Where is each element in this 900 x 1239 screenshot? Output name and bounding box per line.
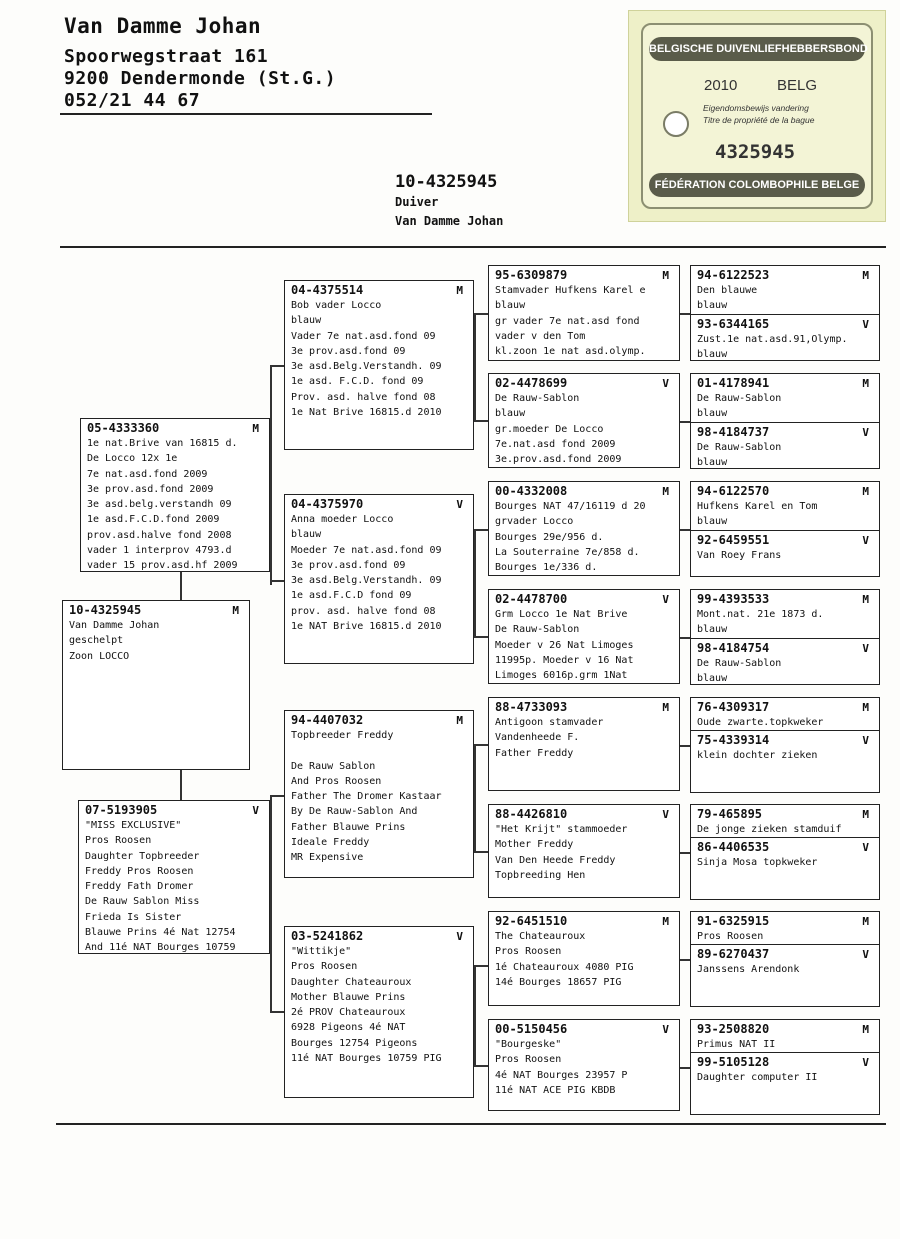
pigeon-info-line: blauw [291,529,322,541]
sex-marker: M [662,915,669,928]
subject-box [62,600,250,770]
connector-line [474,529,488,531]
ring-number: 03-5241862 [291,929,364,943]
pigeon-info-line: 3e asd.Belg.Verstandh. 09 [291,575,442,587]
ancestor-pair-box [690,373,880,469]
pedigree-bottom-rule [56,1123,886,1125]
connector-line [680,313,690,315]
pigeon-info-line: Daughter computer II [697,1072,818,1084]
pigeon-info-line: 2é PROV Chateauroux [291,1007,406,1019]
pigeon-info-line: 1é Chateauroux 4080 PIG [495,961,634,973]
certificate-ring-number: 4325945 [715,141,796,163]
ring-number: 94-6122523 [697,268,770,282]
pigeon-info-line: "MISS EXCLUSIVE" [85,820,182,831]
ring-number: 02-4478700 [495,592,568,606]
pigeon-info-line: 1e asd.F.C.D fond 09 [291,590,412,602]
connector-line [474,313,488,315]
pigeon-info-line: prov. asd. halve fond 08 [291,605,436,617]
sex-marker: M [662,701,669,714]
sex-marker: M [232,604,239,617]
pigeon-info-line: 3e.prov.asd.fond 2009 [495,454,622,466]
ancestor-pigeon [691,912,879,944]
pigeon-info-line: 1e asd. F.C.D. fond 09 [291,376,424,388]
pigeon-info-line: blauw [291,315,322,327]
ancestor-pigeon [691,530,879,563]
connector-line [474,1065,488,1067]
ownership-certificate [628,10,886,222]
pigeon-info-line [291,743,469,758]
certificate-country: BELG [777,77,818,94]
pigeon-info-line: 11é NAT ACE PIG KBDB [495,1084,616,1096]
pigeon-info-line: De Rauw-Sablon [495,624,580,636]
pigeon-info-line: Pros Roosen [291,961,358,973]
pigeon-info-line: 6928 Pigeons 4é NAT [291,1022,406,1034]
great-grandparent-pigeon [489,482,679,575]
sex-marker: V [862,1056,869,1070]
ring-number: 05-4333360 [87,421,160,435]
pigeon-info-line: And Pros Roosen [291,775,382,787]
pigeon-info-line: Janssens Arendonk [697,964,800,976]
pigeon-info-line: Prov. asd. halve fond 08 [291,391,436,403]
pigeon-info-line: vader 15 prov.asd.hf 2009 [87,560,238,572]
pigeon-info-line: Father Blauwe Prins [291,821,406,833]
pedigree-owner: Van Damme Johan [395,214,504,228]
sex-marker: V [662,1023,669,1036]
sex-marker: M [862,808,869,821]
connector-line [270,795,272,1012]
ring-number: 91-6325915 [697,914,770,928]
pigeon-info-line: Zust.1e nat.asd.91,Olymp. [697,333,848,345]
pigeon-info-line: Vandenheede F. [495,732,580,744]
ancestor-pigeon [691,837,879,870]
pigeon-info-line: Stamvader Hufkens Karel e [495,285,646,296]
grandparent-box [284,710,474,878]
pigeon-info-line: De Rauw-Sablon [697,393,782,404]
certificate-subtitle-fr: Titre de propriété de la bague [703,115,815,125]
pigeon-info-line: vader v den Tom [495,330,586,342]
connector-line [474,851,488,853]
owner-street: Spoorwegstraat 161 [64,46,269,67]
sire-pigeon [81,419,269,572]
pigeon-info-line: kl.zoon 1e nat asd.olymp. [495,346,646,358]
owner-phone: 052/21 44 67 [64,90,201,111]
pigeon-info-line: Den blauwe [697,285,758,296]
connector-line [680,745,690,747]
grandparent-box [284,280,474,450]
pigeon-info-line: "Het Krijt" stammoeder [495,824,628,835]
pedigree-top-rule [60,246,886,248]
sex-marker: V [862,425,869,439]
ring-number: 92-6459551 [697,532,770,547]
pigeon-info-line: De Rauw-Sablon [697,657,782,669]
pigeon-info-line: prov.asd.halve fond 2008 [87,529,232,541]
pigeon-info-line: Blauwe Prins 4é Nat 12754 [85,927,236,939]
connector-line [680,1067,690,1069]
dam-pigeon [79,801,269,954]
pigeon-info-line: Mont.nat. 21e 1873 d. [697,609,824,620]
great-grandparent-box [488,373,680,468]
pigeon-info-line: Bourges 29e/956 d. [495,531,604,543]
pigeon-info-line: blauw [495,300,526,312]
ancestor-pigeon [691,482,879,530]
pigeon-info-line: Anna moeder Locco [291,514,394,525]
great-grandparent-pigeon [489,1020,679,1098]
ring-number: 93-2508820 [697,1022,770,1036]
pigeon-info-line: blauw [697,672,728,684]
sex-marker: M [862,915,869,928]
pigeon-info-line: La Souterraine 7e/858 d. [495,546,640,558]
connector-line [474,965,488,967]
grandparent-pigeon [285,495,473,634]
pigeon-info-line: Daughter Chateauroux [291,976,412,988]
pigeon-info-line: grvader Locco [495,516,574,528]
pigeon-info-line: Bourges 12754 Pigeons [291,1037,418,1049]
sex-marker: V [252,804,259,817]
connector-line [474,313,476,420]
sex-marker: V [456,498,463,511]
great-grandparent-box [488,911,680,1006]
pigeon-info-line: Bourges NAT 47/16119 d 20 [495,501,646,512]
pigeon-info-line: vader 1 interprov 4793.d [87,545,232,557]
pigeon-info-line: And 11é NAT Bourges 10759 [85,942,236,954]
pigeon-info-line: De jonge zieken stamduif [697,824,842,835]
ring-number: 99-5105128 [697,1055,770,1070]
pigeon-info-line: blauw [697,300,728,312]
sex-marker: M [862,701,869,714]
pigeon-info-line: Mother Blauwe Prins [291,991,406,1003]
ancestor-pair-box [690,481,880,577]
ancestor-pigeon [691,266,879,314]
great-grandparent-box [488,589,680,684]
sex-marker: V [662,593,669,606]
ring-number: 75-4339314 [697,733,770,748]
pigeon-info-line: klein dochter zieken [697,750,818,762]
pigeon-info-line: The Chateauroux [495,931,586,942]
header-underline [60,113,432,115]
grandparent-box [284,494,474,664]
ring-number: 89-6270437 [697,947,770,962]
pigeon-info-line: Pros Roosen [495,946,562,958]
sex-marker: M [662,269,669,282]
certificate-year: 2010 [704,77,738,94]
connector-line [680,421,690,423]
grandparent-pigeon [285,711,473,866]
sex-marker: V [862,948,869,962]
connector-line [474,420,488,422]
pigeon-info-line: Mother Freddy [495,839,574,851]
certificate-bottom-band: FÉDÉRATION COLOMBOPHILE BELGE [649,173,865,197]
sex-marker: M [862,1023,869,1036]
great-grandparent-pigeon [489,266,679,359]
sex-marker: M [862,485,869,498]
pigeon-info-line: blauw [697,456,728,468]
pigeon-info-line: blauw [697,516,728,528]
pigeon-info-line: De Rauw Sablon Miss [85,896,200,908]
pigeon-info-line: blauw [697,624,728,636]
subject-pigeon [63,601,249,664]
sex-marker: V [862,841,869,855]
pigeon-info-line: "Wittikje" [291,946,352,957]
pigeon-info-line: 14é Bourges 18657 PIG [495,976,622,988]
pigeon-info-line: 4é NAT Bourges 23957 P [495,1069,628,1081]
pigeon-info-line: Freddy Pros Roosen [85,865,194,877]
pigeon-info-line: 3e asd.belg.verstandh 09 [87,499,232,511]
sex-marker: M [862,377,869,390]
pigeon-info-line: Primus NAT II [697,1039,776,1050]
pigeon-info-line: blauw [495,408,526,420]
ring-number: 10-4325945 [69,603,142,617]
pedigree-ring: 10-4325945 [395,172,498,192]
connector-line [474,744,488,746]
pigeon-info-line: Van Den Heede Freddy [495,854,616,866]
connector-line [180,572,182,600]
ring-number: 86-4406535 [697,840,770,855]
pigeon-info-line: Grm Locco 1e Nat Brive [495,609,628,620]
great-grandparent-box [488,804,680,898]
ancestor-pair-box [690,1019,880,1115]
connector-line [680,637,690,639]
pigeon-info-line: Pros Roosen [697,931,764,942]
ancestor-pair-box [690,589,880,685]
pigeon-info-line: Van Damme Johan [69,620,160,631]
grandparent-box [284,926,474,1098]
pigeon-info-line: gr vader 7e nat.asd fond [495,315,640,327]
pigeon-info-line: 3e prov.asd.fond 09 [291,345,406,357]
pigeon-info-line: De Rauw-Sablon [697,441,782,453]
pigeon-info-line: Pros Roosen [85,835,152,847]
connector-line [270,795,284,797]
sex-marker: V [456,930,463,943]
certificate-ring-hole-icon [663,111,689,137]
pigeon-info-line: Moeder 7e nat.asd.fond 09 [291,544,442,556]
pigeon-info-line: 1e asd.F.C.D.fond 2009 [87,514,220,526]
pigeon-info-line: De Rauw-Sablon [495,393,580,404]
certificate-subtitle-nl: Eigendomsbewijs vandering [703,103,809,113]
ring-number: 98-4184754 [697,640,770,655]
pigeon-info-line: Moeder v 26 Nat Limoges [495,639,634,651]
sex-marker: M [862,593,869,606]
sire-box [80,418,270,572]
ring-number: 88-4733093 [495,700,568,714]
pigeon-info-line: 3e prov.asd.fond 2009 [87,483,214,495]
pigeon-info-line: blauw [697,348,728,360]
ancestor-pair-box [690,911,880,1007]
pigeon-info-line: Freddy Fath Dromer [85,881,194,893]
pigeon-info-line: Pros Roosen [495,1054,562,1066]
pigeon-info-line: Van Roey Frans [697,549,782,561]
connector-line [680,529,690,531]
pigeon-info-line: 11995p. Moeder v 16 Nat [495,654,634,666]
pigeon-info-line: Antigoon stamvader [495,717,604,728]
pigeon-info-line: Sinja Mosa topkweker [697,857,818,869]
pigeon-info-line: Vader 7e nat.asd.fond 09 [291,330,436,342]
ring-number: 98-4184737 [697,424,770,439]
sex-marker: M [456,714,463,727]
pigeon-info-line: Limoges 6016p.grm 1Nat [495,670,628,682]
connector-line [180,770,182,800]
pigeon-info-line: Father The Dromer Kastaar [291,791,442,803]
pedigree-type: Duiver [395,195,439,209]
connector-line [680,852,690,854]
pigeon-info-line: 3e asd.Belg.Verstandh. 09 [291,361,442,373]
pigeon-info-line: gr.moeder De Locco [495,423,604,435]
ancestor-pair-box [690,265,880,361]
pigeon-info-line: 7e.nat.asd fond 2009 [495,438,616,450]
great-grandparent-box [488,265,680,361]
pigeon-info-line: Bourges 1e/336 d. [495,562,598,574]
sex-marker: V [862,317,869,331]
sex-marker: M [662,485,669,498]
great-grandparent-pigeon [489,912,679,990]
great-grandparent-pigeon [489,374,679,467]
ancestor-pigeon [691,698,879,730]
great-grandparent-pigeon [489,698,679,761]
ring-number: 94-4407032 [291,713,364,727]
sex-marker: M [252,422,259,435]
pigeon-info-line: Topbreeder Freddy [291,730,394,741]
ancestor-pigeon [691,1052,879,1085]
pigeon-info-line: Frieda Is Sister [85,911,182,923]
ring-number: 95-6309879 [495,268,568,282]
ancestor-pair-box [690,804,880,900]
ancestor-pigeon [691,638,879,685]
ring-number: 94-6122570 [697,484,770,498]
ring-number: 79-465895 [697,807,763,821]
ancestor-pigeon [691,944,879,977]
great-grandparent-box [488,1019,680,1111]
pigeon-info-line: 3e prov.asd.fond 09 [291,559,406,571]
great-grandparent-pigeon [489,590,679,683]
connector-line [474,529,476,636]
pigeon-info-line: 7e nat.asd.fond 2009 [87,468,208,480]
pigeon-info-line: De Rauw Sablon [291,760,376,772]
pigeon-info-line: De Locco 12x 1e [87,453,178,465]
sex-marker: M [456,284,463,297]
pigeon-info-line: Topbreeding Hen [495,869,586,881]
owner-name: Van Damme Johan [64,14,262,38]
pigeon-info-line: Hufkens Karel en Tom [697,501,818,512]
ring-number: 07-5193905 [85,803,158,817]
sex-marker: V [862,533,869,547]
connector-line [270,1011,284,1013]
connector-line [680,959,690,961]
connector-line [474,965,476,1065]
great-grandparent-box [488,481,680,576]
pigeon-info-line: 1e Nat Brive 16815.d 2010 [291,407,442,419]
sex-marker: V [662,808,669,821]
ancestor-pigeon [691,1020,879,1052]
connector-line [474,744,476,851]
connector-line [474,636,488,638]
pigeon-info-line: Zoon LOCCO [69,650,130,662]
great-grandparent-box [488,697,680,791]
ancestor-pigeon [691,590,879,638]
sex-marker: M [862,269,869,282]
pigeon-info-line: Daughter Topbreeder [85,850,200,862]
ancestor-pigeon [691,805,879,837]
ring-number: 76-4309317 [697,700,770,714]
ring-number: 93-6344165 [697,316,770,331]
pigeon-info-line: Ideale Freddy [291,837,370,849]
pigeon-info-line: 1e NAT Brive 16815.d 2010 [291,621,442,633]
ring-number: 01-4178941 [697,376,770,390]
pigeon-info-line: Father Freddy [495,747,574,759]
sex-marker: V [662,377,669,390]
pigeon-info-line: Bob vader Locco [291,300,382,311]
pigeon-info-line: By De Rauw-Sablon And [291,806,418,818]
pigeon-info-line: MR Expensive [291,852,364,864]
certificate-top-band: BELGISCHE DUIVENLIEFHEBBERSBOND [649,37,865,61]
pigeon-info-line: geschelpt [69,635,124,647]
ring-number: 04-4375970 [291,497,364,511]
ring-number: 04-4375514 [291,283,364,297]
grandparent-pigeon [285,927,473,1066]
pigeon-info-line: Oude zwarte.topkweker [697,717,824,728]
pigeon-info-line: blauw [697,408,728,420]
ring-number: 00-5150456 [495,1022,568,1036]
sex-marker: V [862,641,869,655]
ancestor-pigeon [691,730,879,763]
ring-number: 00-4332008 [495,484,568,498]
dam-box [78,800,270,954]
pigeon-info-line: 11é NAT Bourges 10759 PIG [291,1053,442,1065]
connector-line [270,365,272,585]
connector-line [270,580,284,582]
pigeon-info-line: "Bourgeske" [495,1039,562,1050]
connector-line [270,365,284,367]
ancestor-pigeon [691,314,879,361]
great-grandparent-pigeon [489,805,679,883]
ring-number: 92-6451510 [495,914,568,928]
ancestor-pair-box [690,697,880,793]
grandparent-pigeon [285,281,473,420]
ring-number: 99-4393533 [697,592,770,606]
sex-marker: V [862,734,869,748]
ring-number: 02-4478699 [495,376,568,390]
ancestor-pigeon [691,422,879,469]
pigeon-info-line: 1e nat.Brive van 16815 d. [87,438,238,449]
ring-number: 88-4426810 [495,807,568,821]
ancestor-pigeon [691,374,879,422]
owner-city: 9200 Dendermonde (St.G.) [64,68,337,89]
